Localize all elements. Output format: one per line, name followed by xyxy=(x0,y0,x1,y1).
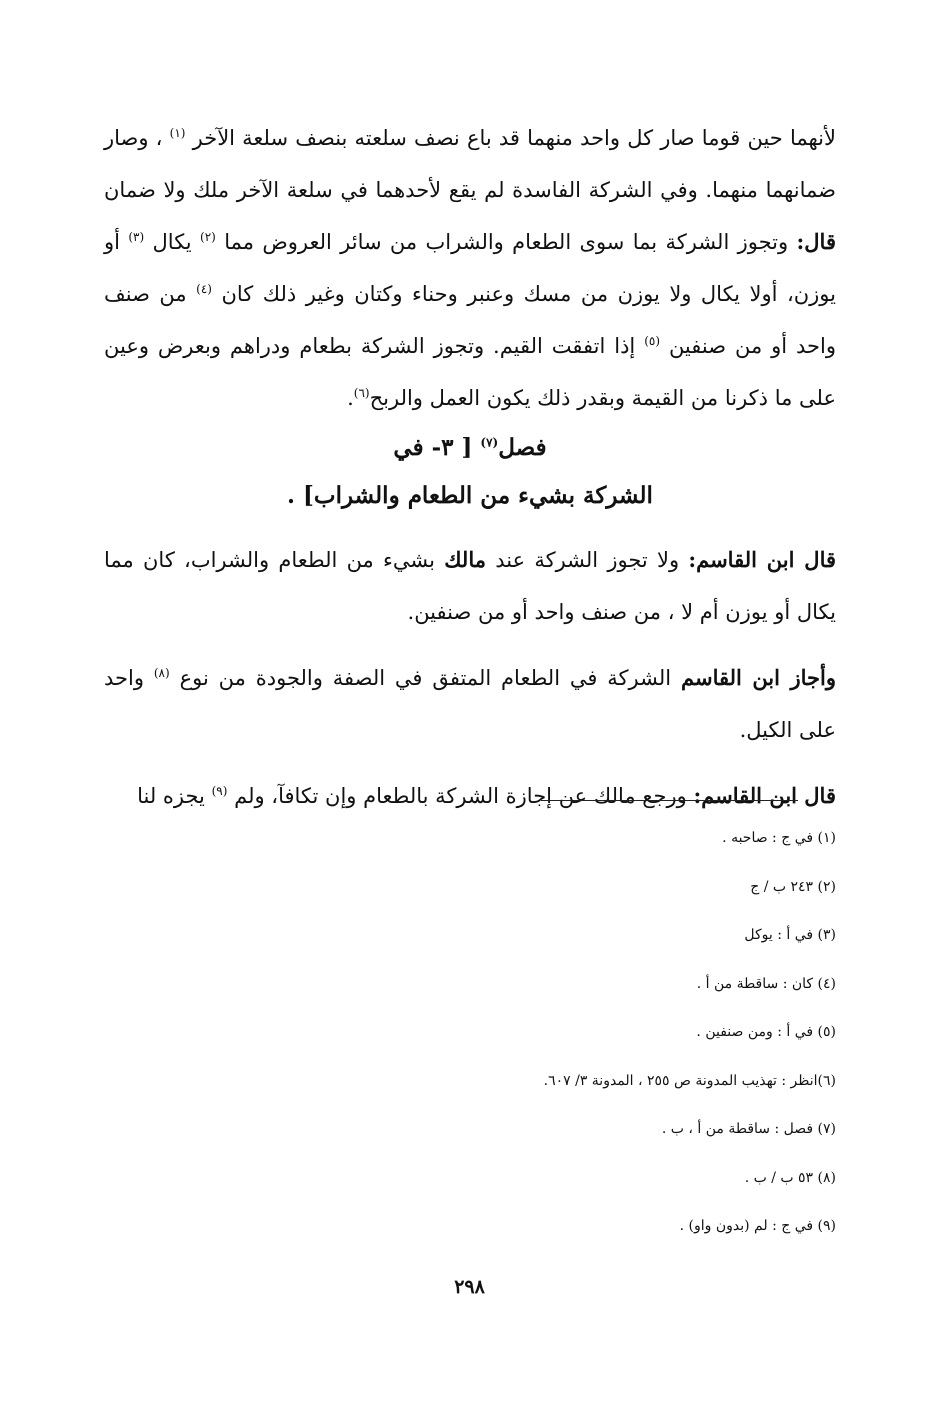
paragraph-2 xyxy=(104,534,836,638)
footnote-item: (٤) كان : ساقطة من أ . xyxy=(696,975,836,992)
section-heading-word: فصل xyxy=(498,434,547,461)
footnote-ref-4: (٤) xyxy=(196,282,212,296)
footnote-ref-8: (٨) xyxy=(153,666,170,680)
paragraph-1-text-h: . xyxy=(347,386,354,410)
section-heading-line-1 xyxy=(104,424,836,472)
paragraph-2-text-b: بشيء من الطعام والشراب، كان مما يكال أو يوزن أم لا ، من صنف واحد أو من صنفين. xyxy=(104,548,836,624)
section-heading-number: [ ٣- في xyxy=(393,434,473,461)
footnote-ref-6: (٦) xyxy=(353,386,370,400)
footnote-ref-2: (٢) xyxy=(200,230,216,244)
footnote-item: (٨) ٥٣ ب / ب . xyxy=(744,1169,836,1186)
footnote-item: (٩) في ج : لم (بدون واو) . xyxy=(679,1218,836,1234)
paragraph-1-text-e: أو يوزن، أولا يكال ولا يوزن من مسك وعنبر وحناء وكتان وغير ذلك كان xyxy=(104,230,836,306)
footnote-ref-3: (٣) xyxy=(128,230,145,244)
paragraph-2-text-a: ولا تجوز الشركة عند xyxy=(495,548,680,572)
paragraph-1 xyxy=(104,112,836,424)
footnote-ref-9: (٩) xyxy=(211,784,228,798)
paragraph-2-speaker: قال ابن القاسم: xyxy=(688,547,837,572)
footnote-item: (٦)انظر : تهذيب المدونة ص ٢٥٥ ، المدونة ٣/ ٦٠٧. xyxy=(543,1072,836,1089)
paragraph-4-text-a: ورجع مالك عن إجازة الشركة بالطعام وإن تكافآ، ولم xyxy=(234,784,687,808)
footnote-item: (١) في ج : صاحبه . xyxy=(722,830,836,846)
paragraph-1-text-c: وتجوز الشركة بما سوى الطعام والشراب من سائر العروض مما xyxy=(224,230,789,254)
main-text xyxy=(104,112,836,822)
paragraph-4-speaker: قال ابن القاسم: xyxy=(693,783,836,808)
paragraph-1-text-b: ، وصار ضمانهما منهما. وفي الشركة الفاسدة لم يقع لأحدهما في سلعة الآخر ملك ولا ضمان xyxy=(104,126,836,202)
page-number: ٢٩٨ xyxy=(454,1276,485,1298)
paragraph-1-text-d: يكال xyxy=(152,230,192,254)
footnote-ref-7: (٧) xyxy=(480,435,499,450)
paragraph-3-text-b: واحد على الكيل. xyxy=(104,666,836,742)
footnote-ref-5: (٥) xyxy=(644,334,661,348)
paragraph-1-text-a: لأنهما حين قوما صار كل واحد منهما قد باع نصف سلعته بنصف سلعة الآخر xyxy=(192,126,836,150)
footnote-item: (٢) ٢٤٣ ب / ج xyxy=(750,878,836,895)
paragraph-3-speaker: وأجاز ابن القاسم xyxy=(681,665,836,690)
qal-label: قال: xyxy=(796,229,836,254)
footnotes-list xyxy=(104,814,836,1251)
paragraph-1-text-f: من صنف واحد أو من صنفين xyxy=(104,282,836,358)
footnote-divider xyxy=(541,800,798,801)
paragraph-4-text-b: يجزه لنا xyxy=(137,784,205,808)
footnote-item: (٥) في أ : ومن صنفين . xyxy=(696,1024,836,1040)
paragraph-1-text-g: إذا اتفقت القيم. وتجوز الشركة بطعام ودراهم وبعرض وعين على ما ذكرنا من القيمة وبقدر ذلك يكون العمل والربح xyxy=(104,334,836,410)
footnote-ref-1: (١) xyxy=(169,126,186,140)
paragraph-3-text-a: الشركة في الطعام المتفق في الصفة والجودة من نوع xyxy=(179,666,672,690)
paragraph-3 xyxy=(104,652,836,756)
malik-name: مالك xyxy=(444,547,486,572)
footnote-item: (٣) في أ : يوكل xyxy=(744,927,836,943)
footnote-item: (٧) فصل : ساقطة من أ ، ب . xyxy=(661,1121,836,1137)
section-heading-line-2: الشركة بشيء من الطعام والشراب] . xyxy=(287,482,653,509)
